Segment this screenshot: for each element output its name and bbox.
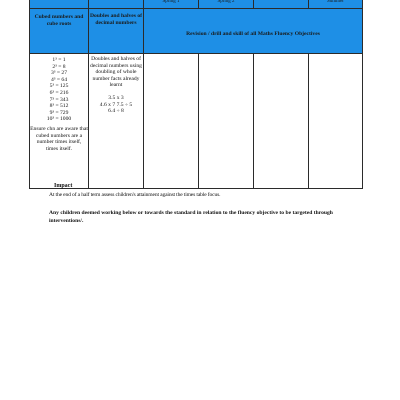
header-revision: Revision / drill and skill of all Maths Fluency Objectives <box>144 9 363 54</box>
empty-cell <box>254 54 309 189</box>
top-cell-4: Spring 2 <box>199 0 254 9</box>
cube-fact: 1³ = 1 <box>52 57 66 63</box>
impact-text: At the end of a half term assess children's attainment against the times table focus. <box>49 192 221 198</box>
impact-heading: Impact <box>54 183 73 189</box>
cube-fact: 7³ = 343 <box>49 96 69 103</box>
top-cell-6: Summer <box>309 0 363 9</box>
cube-fact: 10³ = 1000 <box>46 116 72 123</box>
cube-fact: 6³ = 216 <box>49 89 69 96</box>
header-doubles-halves: Doubles and halves of decimal numbers <box>89 9 144 54</box>
cubes-cell <box>30 54 89 189</box>
doubles-example: 4.6 x 7 7.5 ÷ 5 <box>99 101 133 108</box>
empty-cell <box>199 54 254 189</box>
cube-note: Ensure chn are aware that cubed numbers are a number times itself, times itself. <box>30 125 88 152</box>
empty-cell <box>309 54 363 189</box>
cube-fact: 5³ = 125 <box>49 83 69 90</box>
table-top-row <box>30 0 363 9</box>
cube-fact: 4³ = 64 <box>50 76 68 83</box>
empty-cell <box>144 54 199 189</box>
doubles-example: 6.4 ÷ 8 <box>108 108 124 115</box>
cube-fact: 2³ = 8 <box>52 63 66 70</box>
header-cubed-numbers: Cubed numbers and cube roots <box>30 9 89 54</box>
top-cell-3: Spring 1 <box>144 0 199 9</box>
fluency-objectives-table <box>29 0 363 189</box>
doubles-cell <box>89 54 144 189</box>
table-body-row <box>30 54 363 189</box>
doubles-example: 3.5 x 3 <box>108 94 124 101</box>
table-header-row <box>30 9 363 54</box>
doubles-description: Doubles and halves of decimal numbers using doubling of whole number facts already learnt <box>90 56 142 89</box>
cube-fact: 9³ = 729 <box>49 109 69 116</box>
cube-fact: 8³ = 512 <box>49 103 69 110</box>
top-cell-1 <box>30 0 89 9</box>
cube-fact: 3³ = 27 <box>50 70 68 77</box>
top-cell-5 <box>254 0 309 9</box>
top-cell-2 <box>89 0 144 9</box>
impact-intervention-note: Any children deemed working below or towards the standard in relation to the fluency objective to be targeted through interventions/. <box>49 210 333 224</box>
